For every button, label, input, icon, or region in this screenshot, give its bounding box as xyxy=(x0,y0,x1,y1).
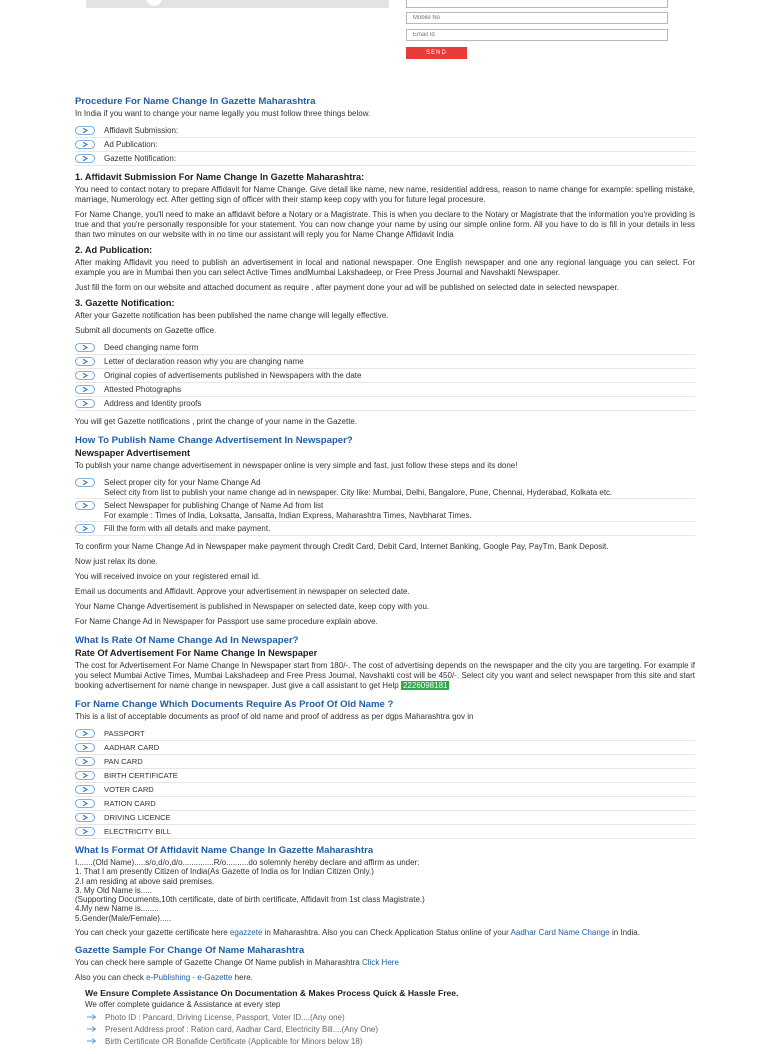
chevron-right-icon xyxy=(75,371,95,380)
sample-title: Gazette Sample For Change Of Name Maharashtra xyxy=(75,945,305,957)
list-item: Letter of declaration reason why you are changing name xyxy=(75,355,695,369)
send-button[interactable]: SEND xyxy=(406,47,467,59)
list-item: PASSPORT xyxy=(75,727,695,741)
affidavit-paragraph: For Name Change, you'll need to make an affidavit before a Notary or a Magistrate. This is when you declare to the Notary or Magistrate that the information you're providing is true and that you're personally responsible for your statement. You can now change your name by using our simple online form. All you have to do is fill in your details in less than two minutes on our website with in no time our assistant will reply you for Name Change Affidavit India xyxy=(75,210,695,239)
chevron-right-icon xyxy=(75,501,95,510)
proof-documents xyxy=(75,727,695,839)
sample-paragraph: Also you can check e-Publishing - e-Gazette here. xyxy=(75,973,253,983)
chevron-right-icon xyxy=(75,126,95,135)
chevron-right-icon xyxy=(75,357,95,366)
chevron-right-icon xyxy=(75,813,95,822)
rate-paragraph: The cost for Advertisement For Name Change In Newspaper start from 180/-. The cost of advertising depends on the newspaper and the city you are targeting. For example if you select Mumbai Active Times, Mumbai Lakshadeep and Free Press Journal, Navshakti cost will be 450/-. Select city you want and select newspaper from this site and start booking advertisement for name change in newspaper. Just give a call assistant to get Help 2226098181 xyxy=(75,661,695,690)
list-item: PAN CARD xyxy=(75,755,695,769)
publish-title: How To Publish Name Change Advertisement In Newspaper? xyxy=(75,435,353,446)
list-item: Affidavit Submission: xyxy=(75,124,695,138)
gazette-heading: 3. Gazette Notification: xyxy=(75,298,175,308)
rate-subtitle: Rate Of Advertisement For Name Change In Newspaper xyxy=(75,648,318,658)
e-gazette-link[interactable]: e-Publishing - e-Gazette xyxy=(146,973,233,983)
aadhar-name-change-link[interactable]: Aadhar Card Name Change xyxy=(510,928,610,938)
chevron-right-icon xyxy=(85,1013,99,1021)
chevron-right-icon xyxy=(75,827,95,836)
procedure-title: Procedure For Name Change In Gazette Maharashtra xyxy=(75,96,316,107)
format-title: What Is Format Of Affidavit Name Change In Gazette Maharashtra xyxy=(75,845,374,856)
chevron-right-icon xyxy=(75,785,95,794)
chevron-right-icon xyxy=(75,743,95,752)
list-item: Fill the form with all details and make payment. xyxy=(75,522,695,536)
list-item: Present Address proof : Ration card, Aadhar Card, Electricity Bill....(Any One) xyxy=(85,1024,695,1036)
egazette-link[interactable]: egazzete xyxy=(229,928,263,938)
header-image xyxy=(86,0,389,8)
proof-title: For Name Change Which Documents Require As Proof Of Old Name ? xyxy=(75,699,394,710)
list-item: Ad Publication: xyxy=(75,138,695,152)
assistance-subheading: We offer complete guidance & Assistance at every step xyxy=(85,1000,281,1010)
format-lines: I.......(Old Name).....s/o,d/o,d/o..............R/o..........do solemnly hereby declare and affirm as under: 1. That I am presently Citizen of India(As Gazette of India os for Indian Citizen Only.) 2.I am residing at above said premises. 3. My Old Name is..... (Supporting Documents,10th certificate, date of birth certificate, Affidavit from 1st class Magistrate.) 4.My new Name is........ 5.Gender(Male/Female)..... xyxy=(75,858,425,923)
affidavit-paragraph: You need to contact notary to prepare Affidavit for Name Change. Give detail like name, new name, residential address, reason to name change for example: spelling mistake, marriage, Numerology ect. After getting sign of officer with their stamp keep copy with you for future legal procesure. xyxy=(75,185,695,204)
chevron-right-icon xyxy=(75,771,95,780)
chevron-right-icon xyxy=(75,478,95,487)
procedure-intro: In India if you want to change your name legally you must follow three things below. xyxy=(75,109,371,118)
list-item: Gazette Notification: xyxy=(75,152,695,166)
ad-publication-paragraph: Just fill the form on our website and attached document as require , after payment done your ad will be published on selected date in selected newspaper. xyxy=(75,283,619,292)
publish-paragraph: Your Name Change Advertisement is published in Newspaper on selected date, keep copy with you. xyxy=(75,602,430,611)
gazette-paragraph: After your Gazette notification has been published the name change will legally effective. xyxy=(75,311,389,320)
chevron-right-icon xyxy=(85,1025,99,1033)
assistance-heading: We Ensure Complete Assistance On Documentation & Makes Process Quick & Hassle Free. xyxy=(85,988,459,999)
list-item: Deed changing name form xyxy=(75,341,695,355)
mobile-field[interactable] xyxy=(406,12,668,24)
publish-steps xyxy=(75,476,695,536)
publish-paragraph: You will received invoice on your registered email id. xyxy=(75,572,261,581)
proof-intro: This is a list of acceptable documents as proof of old name and proof of address as per dgps Maharashtra gov in xyxy=(75,712,474,721)
list-item: ELECTRICITY BILL xyxy=(75,825,695,839)
affidavit-heading: 1. Affidavit Submission For Name Change In Gazette Maharashtra: xyxy=(75,172,365,182)
gazette-documents xyxy=(75,341,695,411)
publish-paragraph: Now just relax its done. xyxy=(75,557,158,566)
main-content xyxy=(75,96,695,1054)
publish-paragraph: For Name Change Ad in Newspaper for Passport use same procedure explain above. xyxy=(75,617,378,626)
list-item: RATION CARD xyxy=(75,797,695,811)
name-field[interactable] xyxy=(406,0,668,8)
list-item: Birth Certificate OR Bonafide Certificate (Applicable for Minors below 18) xyxy=(85,1036,695,1048)
list-item: Select Newspaper for publishing Change of Name Ad from list For example : Times of India, Loksatta, Jansatta, Indian Express, Maharashtra Times, Navbharat Times. xyxy=(75,499,695,522)
chevron-right-icon xyxy=(75,343,95,352)
chevron-right-icon xyxy=(75,154,95,163)
assistance-list xyxy=(85,1012,695,1048)
ad-publication-heading: 2. Ad Publication: xyxy=(75,245,153,255)
format-check-paragraph: You can check your gazette certificate here egazzete in Maharashtra. Also you can Check Application Status online of your Aadhar Card Name Change in India. xyxy=(75,928,640,938)
assistance-block xyxy=(75,988,695,1048)
list-item: Select proper city for your Name Change Ad Select city from list to publish your name change ad in newspaper. City like: Mumbai, Delhi, Bangalore, Pune, Chennai, Hyderabad, Kolkata etc. xyxy=(75,476,695,499)
chevron-right-icon xyxy=(85,1037,99,1045)
header-image-circle xyxy=(146,0,162,6)
chevron-right-icon xyxy=(75,524,95,533)
chevron-right-icon xyxy=(75,729,95,738)
list-item: VOTER CARD xyxy=(75,783,695,797)
sample-paragraph: You can check here sample of Gazette Change Of Name publish in Maharashtra Click Here xyxy=(75,958,399,968)
phone-number[interactable]: 2226098181 xyxy=(402,681,448,690)
publish-paragraph: To confirm your Name Change Ad in Newspaper make payment through Credit Card, Debit Card, Internet Banking, Google Pay, PayTm, Bank Deposit. xyxy=(75,542,609,551)
publish-intro: To publish your name change advertisement in newspaper online is very simple and fast, just follow these steps and its done! xyxy=(75,461,518,470)
list-item: DRIVING LICENCE xyxy=(75,811,695,825)
click-here-link[interactable]: Click Here xyxy=(362,958,399,968)
list-item: BIRTH CERTIFICATE xyxy=(75,769,695,783)
list-item: AADHAR CARD xyxy=(75,741,695,755)
publish-paragraph: Email us documents and Affidavit. Approve your advertisement in newspaper on selected date. xyxy=(75,587,410,596)
publish-subtitle: Newspaper Advertisement xyxy=(75,448,191,458)
chevron-right-icon xyxy=(75,757,95,766)
procedure-steps xyxy=(75,124,695,166)
chevron-right-icon xyxy=(75,140,95,149)
rate-title: What Is Rate Of Name Change Ad In Newspaper? xyxy=(75,635,299,646)
chevron-right-icon xyxy=(75,385,95,394)
list-item: Address and Identity proofs xyxy=(75,397,695,411)
chevron-right-icon xyxy=(75,399,95,408)
list-item: Original copies of advertisements published in Newspapers with the date xyxy=(75,369,695,383)
list-item: Photo ID : Pancard, Driving License, Passport, Voter ID....(Any one) xyxy=(85,1012,695,1024)
ad-publication-paragraph: After making Affidavit you need to publish an advertisement in local and national newspaper. One English newspaper and one any regional language you can select. For example you are in Mumbai then you can select Active Times andMumbai Lakshadeep, or Free Press Journal and Navshakti Newspaper. xyxy=(75,258,695,277)
chevron-right-icon xyxy=(75,799,95,808)
gazette-paragraph: You will get Gazette notifications , print the change of your name in the Gazette. xyxy=(75,417,358,426)
email-field[interactable] xyxy=(406,29,668,41)
list-item: Attested Photographs xyxy=(75,383,695,397)
gazette-paragraph: Submit all documents on Gazette office. xyxy=(75,326,217,335)
